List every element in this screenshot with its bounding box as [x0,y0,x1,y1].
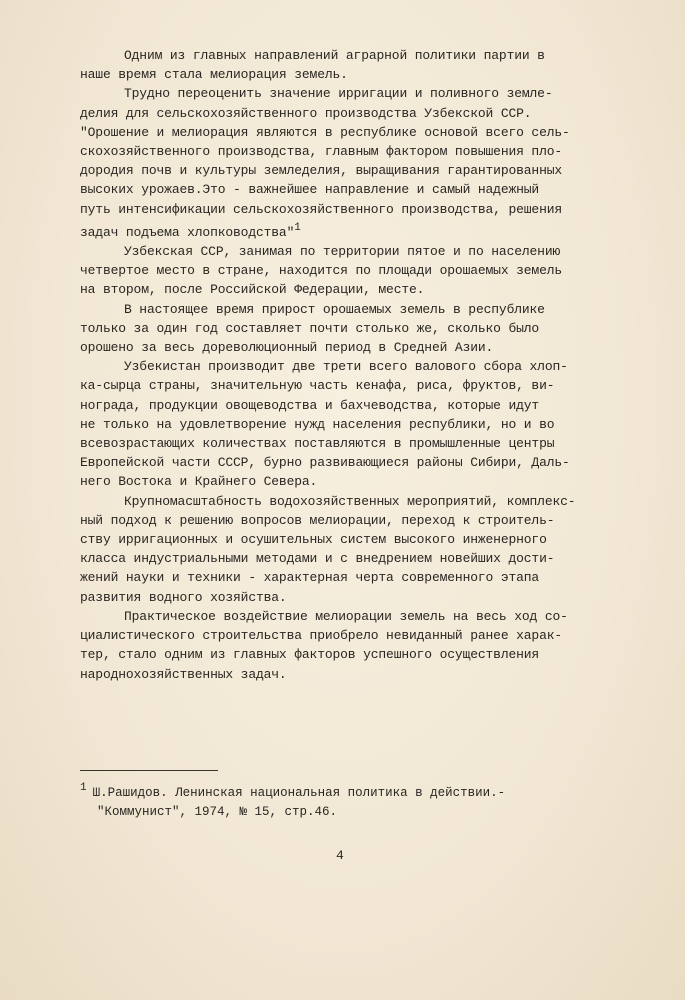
text-line: тер, стало одним из главных факторов успешного осуществления [80,647,540,663]
text-line: Практическое воздействие мелиорации земель на весь ход со- [124,608,568,624]
text-line: орошено за весь дореволюционный период в Средней Азии. [80,340,494,356]
text-line: четвертое место в стране, находится по площади орошаемых земель [80,263,563,279]
paragraph [80,357,640,491]
text-line: циалистического строительства приобрело невиданный ранее харак- [80,628,563,644]
text-line: Крупномасштабность водохозяйственных мероприятий, комплекс- [124,493,576,509]
text-line: Узбекистан производит две трети всего валового сбора хлоп- [124,359,568,375]
text-line: только за один год составляет почти столько же, сколько было [80,320,540,336]
text-line: Трудно переоценить значение ирригации и поливного земле- [124,86,553,102]
text-line: ный подход к решению вопросов мелиорации, переход к строитель- [80,512,555,528]
text-line: путь интенсификации сельскохозяйственного производства, решения [80,201,563,217]
text-line: делия для сельскохозяйственного производства Узбекской ССР. [80,105,532,121]
paragraph [80,84,640,242]
footnote-line-2: "Коммунист", 1974, № 15, стр.46. [97,805,338,819]
text-line: ству ирригационных и осушительных систем высокого инженерного [80,532,547,548]
paragraph [80,242,640,300]
text-line: наше время стала мелиорация земель. [80,67,348,83]
text-line: класса индустриальными методами и с внедрением новейших дости- [80,551,555,567]
page-number: 4 [336,848,344,863]
text-line: дородия почв и культуры земледелия, выращивания гарантированных [80,163,563,179]
paragraph [80,300,640,358]
footnote-line-1: Ш.Рашидов. Ленинская национальная политика в действии.- [92,786,506,800]
text-line: него Востока и Крайнего Севера. [80,474,318,490]
text-line: ка-сырца страны, значительную часть кенафа, риса, фруктов, ви- [80,378,555,394]
text-line: народнохозяйственных задач. [80,666,287,682]
footnote-reference: 1 [294,221,301,234]
paragraph [80,607,640,684]
paragraph [80,46,640,84]
text-line: Европейской части СССР, бурно развивающиеся районы Сибири, Даль- [80,455,570,471]
text-line: развития водного хозяйства. [80,589,287,605]
text-line: всевозрастающих количествах поставляются в промышленные центры [80,436,555,452]
text-line: высоких урожаев.Это - важнейшее направление и самый надежный [80,182,540,198]
main-text [80,46,640,684]
text-line: скохозяйственного производства, главным фактором повышения пло- [80,144,563,160]
text-line: жений науки и техники - характерная черта современного этапа [80,570,540,586]
footnote [80,779,640,822]
text-line: Узбекская ССР, занимая по территории пятое и по населению [124,244,561,260]
text-line: Одним из главных направлений аграрной политики партии в [124,48,545,63]
footnote-mark: 1 [80,782,87,794]
paragraph [80,492,640,607]
text-line: нограда, продукции овощеводства и бахчеводства, которые идут [80,397,540,413]
text-line: не только на удовлетворение нужд населения республики, но и во [80,416,555,432]
text-line: В настоящее время прирост орошаемых земель в республике [124,301,545,317]
footnote-divider [80,770,218,771]
text-line: на втором, после Российской Федерации, месте. [80,282,425,298]
text-line: задач подъема хлопководства"$^1$ [80,221,301,240]
text-line: "Орошение и мелиорация являются в республике основой всего сель- [80,124,570,140]
